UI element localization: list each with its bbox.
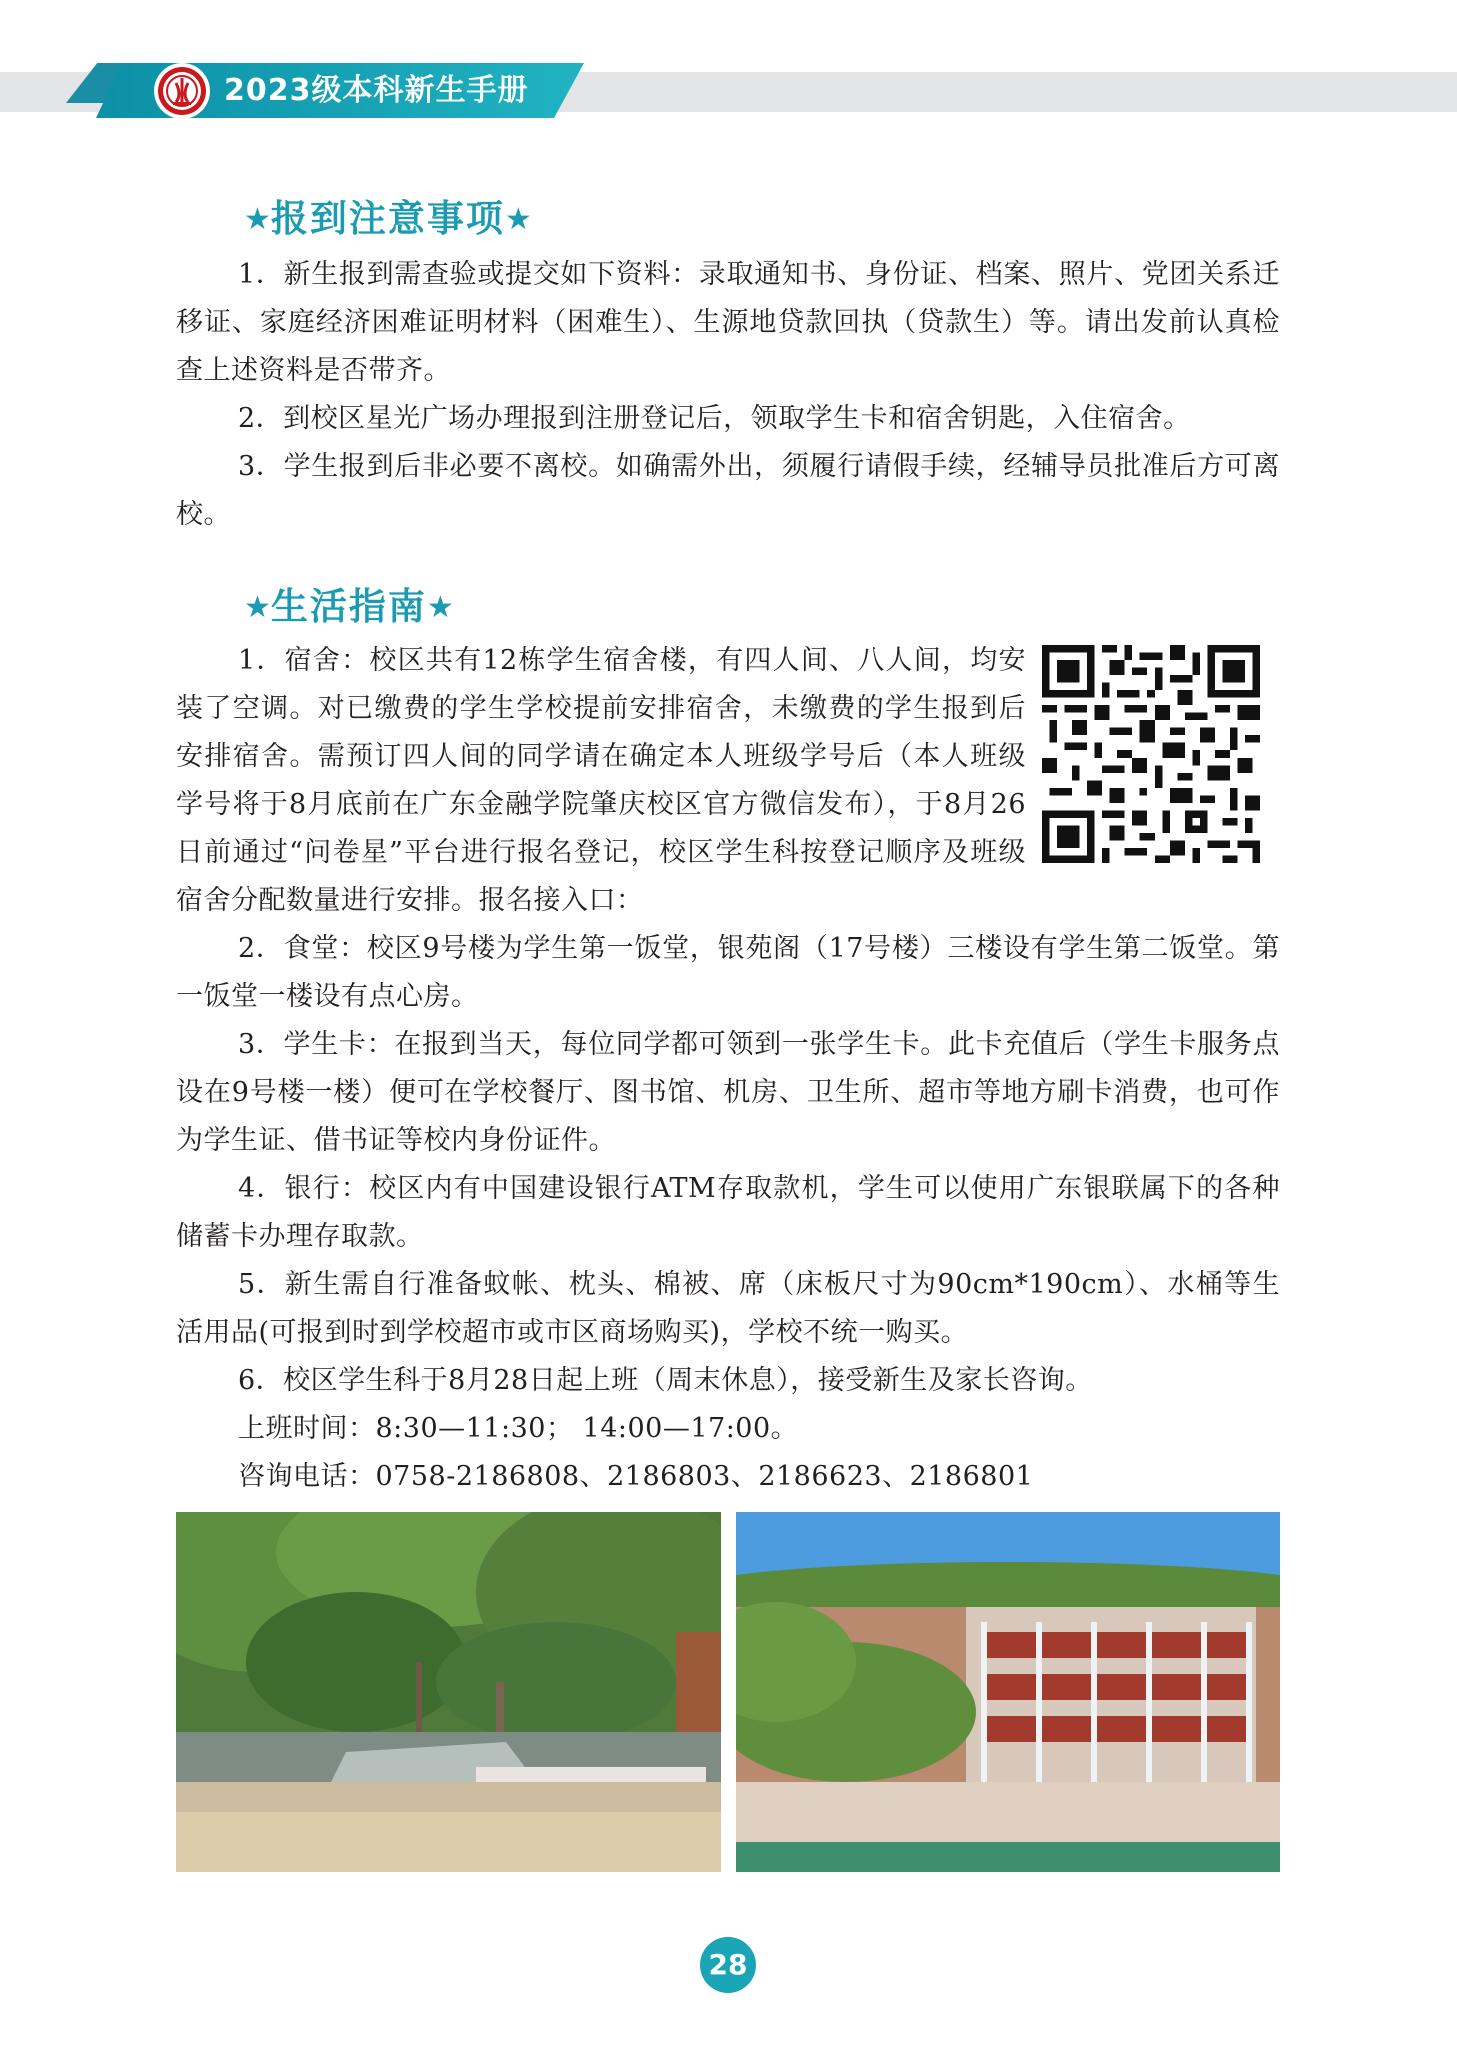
paragraph: 5．新生需自行准备蚊帐、枕头、棉被、席（床板尺寸为90cm*190cm）、水桶等生活用品(可报到时到学校超市或市区商场购买)，学校不统一购买。 xyxy=(176,1269,1280,1348)
life-guide xyxy=(176,637,1280,1501)
section-title-life-guide xyxy=(244,581,454,633)
paragraph: 1．新生报到需查验或提交如下资料：录取通知书、身份证、档案、照片、党团关系迁移证、家庭经济困难证明材料（困难生）、生源地贷款回执（贷款生）等。请出发前认真检查上述资料是否带齐。 xyxy=(176,259,1280,386)
paragraph-dormitory: 1．宿舍：校区共有12栋学生宿舍楼，有四人间、八人间，均安装了空调。对已缴费的学生学校提前安排宿舍，未缴费的学生报到后安排宿舍。需预订四人间的同学请在确定本人班级学号后（本人班级学号将于8月底前在广东金融学院肇庆校区官方微信发布），于8月26日前通过“问卷星”平台进行报名登记，校区学生科按登记顺序及班级宿舍分配数量进行安排。报名接入口： xyxy=(176,645,1026,916)
star-icon: ★ xyxy=(426,590,454,625)
paragraph: 6．校区学生科于8月28日起上班（周末休息），接受新生及家长咨询。 xyxy=(238,1365,1093,1396)
handbook-title: 2023级本科新生手册 xyxy=(224,73,529,108)
star-icon: ★ xyxy=(504,202,532,237)
campus-photo-plaza xyxy=(176,1512,721,1872)
section-title-registration xyxy=(244,193,532,245)
campus-photo-building xyxy=(736,1512,1280,1872)
paragraph: 4．银行：校区内有中国建设银行ATM存取款机，学生可以使用广东银联属下的各种储蓄卡办理存取款。 xyxy=(176,1173,1280,1252)
school-logo-icon xyxy=(154,63,210,119)
section-title-text: 生活指南 xyxy=(270,585,427,628)
star-icon: ★ xyxy=(244,202,271,237)
paragraph: 3．学生卡：在报到当天，每位同学都可领到一张学生卡。此卡充值后（学生卡服务点设在9号楼一楼）便可在学校餐厅、图书馆、机房、卫生所、超市等地方刷卡消费，也可作为学生证、借书证等校内身份证件。 xyxy=(176,1029,1280,1156)
section-title-text: 报到注意事项 xyxy=(270,197,505,240)
office-hours: 上班时间：8:30—11:30； 14:00—17:00。 xyxy=(238,1413,799,1444)
paragraph: 2．到校区星光广场办理报到注册登记后，领取学生卡和宿舍钥匙，入住宿舍。 xyxy=(238,403,1191,434)
contact-phone: 咨询电话：0758-2186808、2186803、2186623、2186801 xyxy=(238,1461,1034,1492)
registration-notes xyxy=(176,251,1280,539)
paragraph: 3．学生报到后非必要不离校。如确需外出，须履行请假手续，经辅导员批准后方可离校。 xyxy=(176,451,1280,530)
star-icon: ★ xyxy=(244,590,271,625)
page-number: 28 xyxy=(700,1937,756,1993)
paragraph: 2．食堂：校区9号楼为学生第一饭堂，银苑阁（17号楼）三楼设有学生第二饭堂。第一饭堂一楼设有点心房。 xyxy=(176,933,1280,1012)
